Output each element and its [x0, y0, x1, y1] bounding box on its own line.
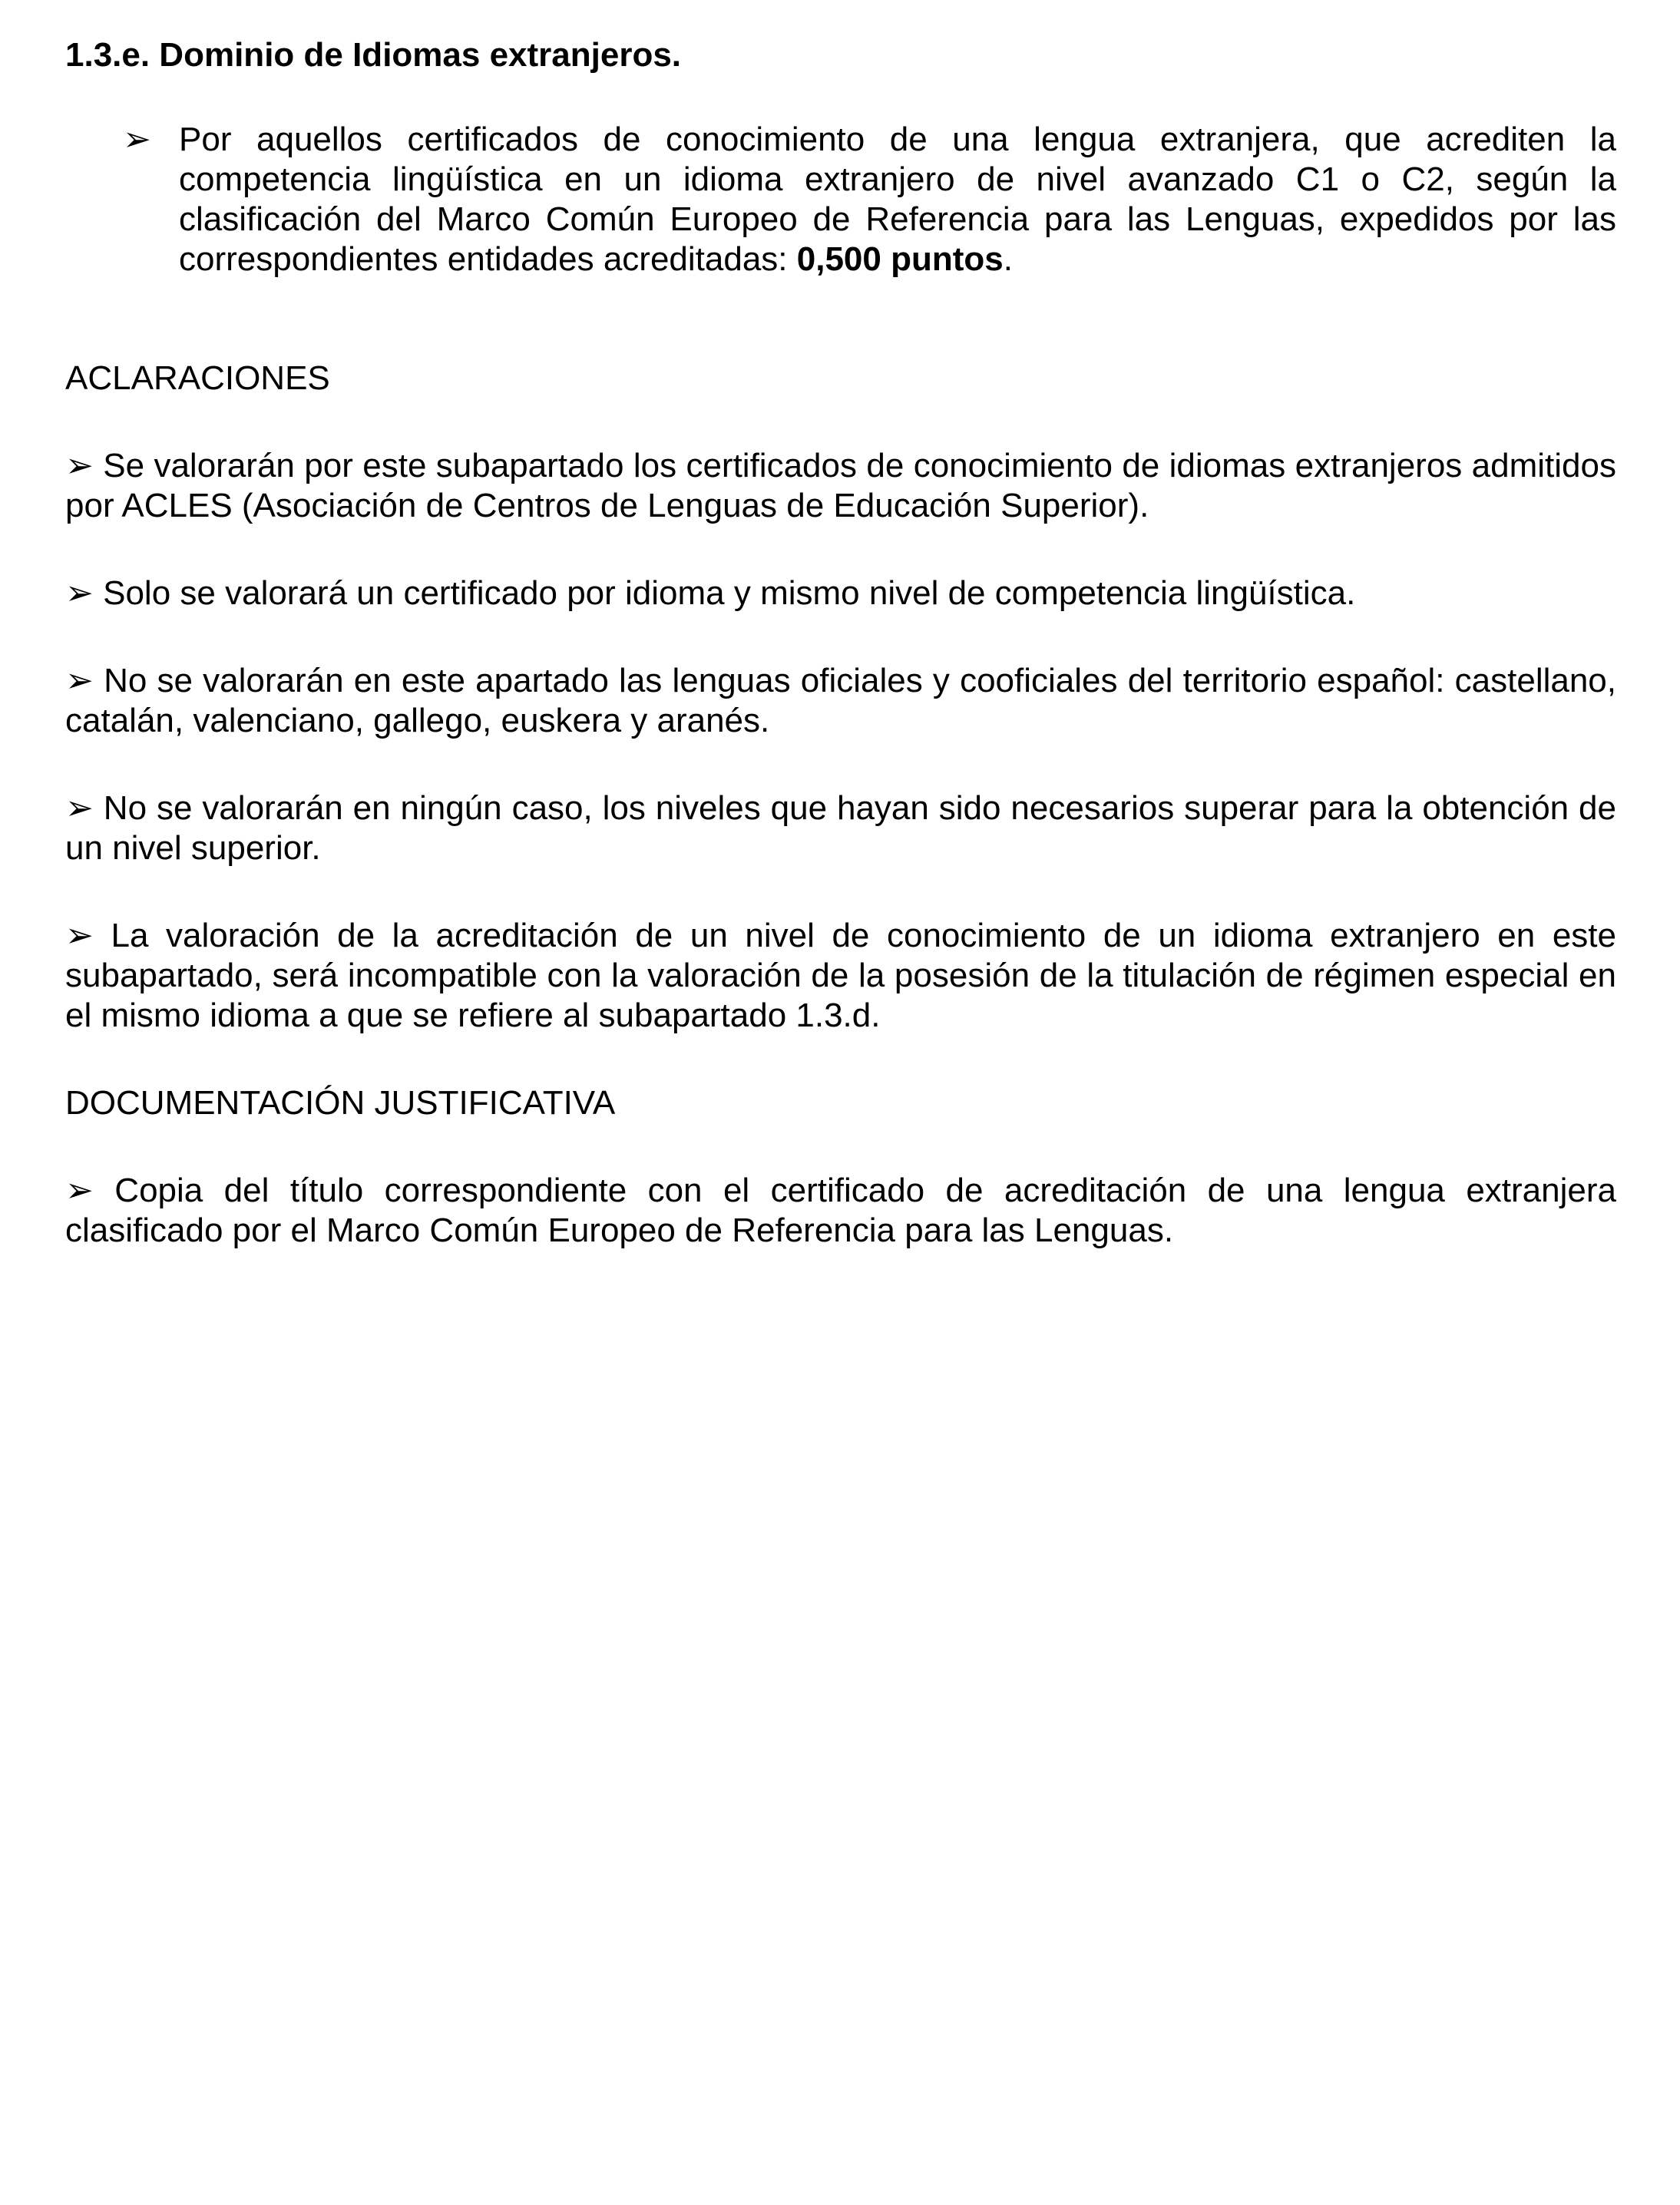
list-item	[65, 574, 1616, 613]
list-item-text: La valoración de la acreditación de un nivel de conocimiento de un idioma extranjero en este subapartado, será incompatible con la valoración de la posesión de la titulación de régimen especial en el mismo idioma a que se refiere al subapartado 1.3.d.	[65, 917, 1616, 1034]
list-item-text: No se valorarán en ningún caso, los niveles que hayan sido necesarios superar para la obtención de un nivel superior.	[65, 789, 1616, 867]
intro-text-end: .	[1003, 240, 1013, 278]
list-item-text: Se valorarán por este subapartado los certificados de conocimiento de idiomas extranjeros admitidos por ACLES (Asociación de Centros de Lenguas de Educación Superior).	[65, 447, 1616, 524]
list-item	[65, 788, 1616, 868]
list-item-text: Copia del título correspondiente con el certificado de acreditación de una lengua extranjera clasificado por el Marco Común Europeo de Referencia para las Lenguas.	[65, 1172, 1616, 1249]
arrow-bullet-icon: ➢	[65, 789, 94, 827]
list-item-text	[179, 120, 1616, 279]
section-title-documentacion: DOCUMENTACIÓN JUSTIFICATIVA	[65, 1084, 616, 1122]
list-item	[65, 446, 1616, 526]
list-item	[65, 916, 1616, 1036]
list-item	[123, 120, 1616, 279]
intro-text: Por aquellos certificados de conocimiento de una lengua extranjera, que acrediten la competencia lingüística en un idioma extranjero de nivel avanzado C1 o C2, según la clasificación del Marco Común Europeo de Referencia para las Lenguas, expedidos por las correspondientes entidades acreditadas:	[179, 121, 1616, 278]
section-title-aclaraciones: ACLARACIONES	[65, 359, 330, 397]
arrow-bullet-icon: ➢	[123, 121, 151, 158]
arrow-bullet-icon: ➢	[65, 447, 94, 484]
list-item-text: No se valorarán en este apartado las lenguas oficiales y cooficiales del territorio español: castellano, catalán, valenciano, gallego, euskera y aranés.	[65, 662, 1617, 739]
arrow-bullet-icon: ➢	[65, 662, 94, 699]
points-value: 0,500 puntos	[796, 240, 1004, 278]
arrow-bullet-icon: ➢	[65, 1172, 94, 1209]
list-item	[65, 1171, 1616, 1251]
page-title: 1.3.e. Dominio de Idiomas extranjeros.	[65, 36, 682, 74]
arrow-bullet-icon: ➢	[65, 574, 94, 612]
list-item	[65, 661, 1616, 741]
arrow-bullet-icon: ➢	[65, 917, 94, 954]
list-item-text: Solo se valorará un certificado por idioma y mismo nivel de competencia lingüística.	[103, 574, 1356, 612]
